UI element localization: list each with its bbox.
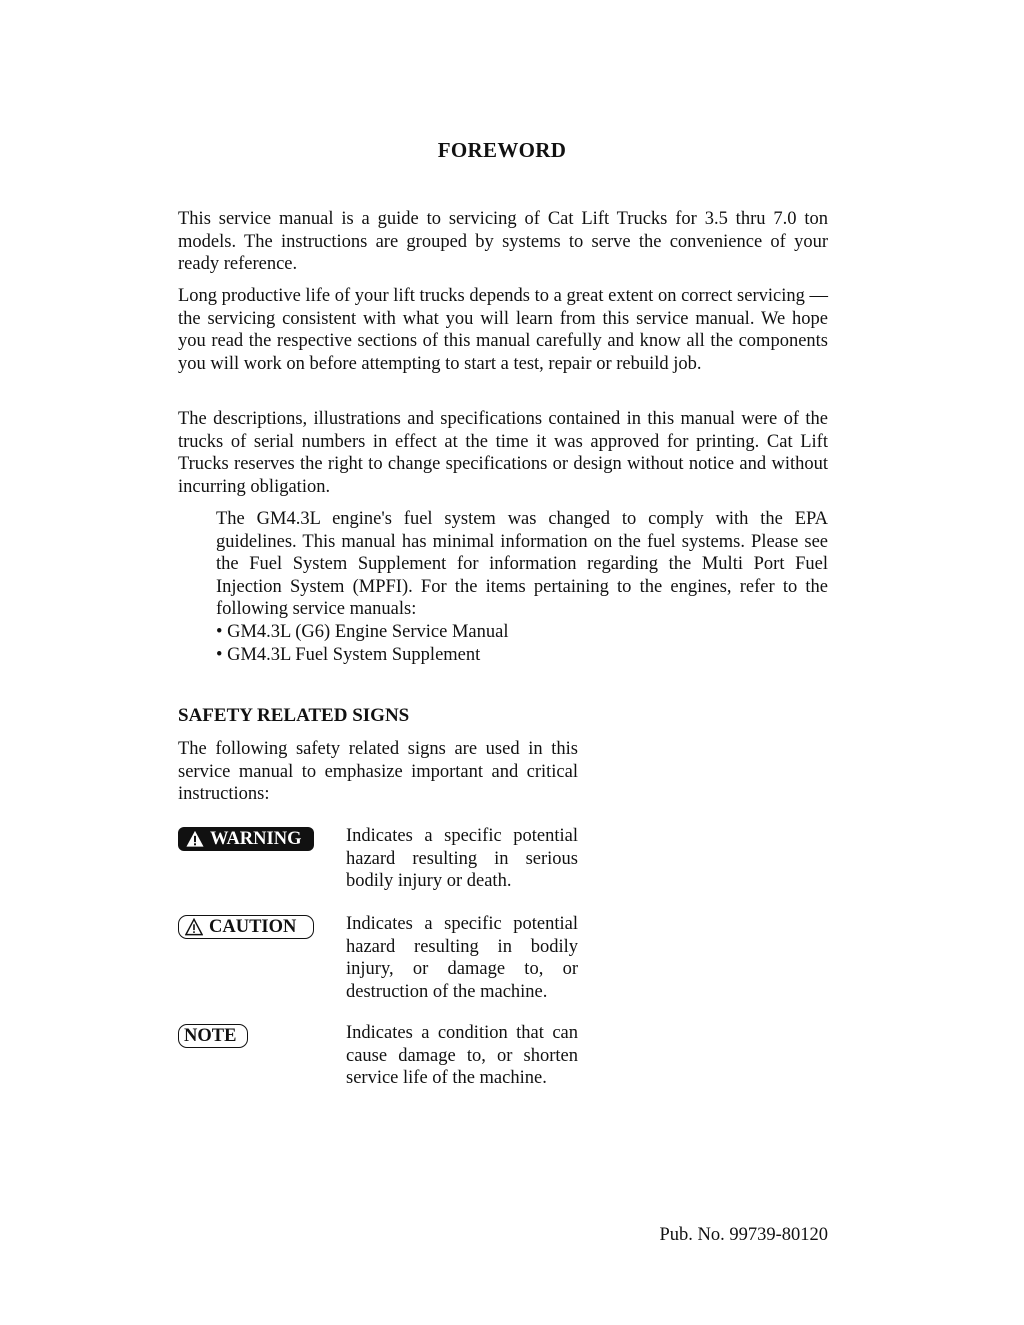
foreword-paragraph-3: The descriptions, illustrations and specifications contained in this manual were of the trucks of serial numbers in effect at the time it was approved for printing. Cat Lift Trucks reserves the right to change specifications or design without notice and without incurring obligation. bbox=[178, 409, 828, 497]
warning-badge bbox=[178, 827, 314, 851]
note-label: NOTE bbox=[184, 1025, 237, 1046]
note-description: Indicates a condition that can cause damage to, or shorten service life of the machine. bbox=[346, 1023, 578, 1089]
warning-label: WARNING bbox=[210, 828, 302, 849]
safety-heading: SAFETY RELATED SIGNS bbox=[178, 705, 410, 726]
page-title: FOREWORD bbox=[437, 138, 567, 162]
note-badge bbox=[178, 1024, 248, 1048]
warning-description: Indicates a specific potential hazard resulting in serious bodily injury or death. bbox=[346, 826, 578, 892]
warning-triangle-icon bbox=[186, 830, 204, 848]
caution-label: CAUTION bbox=[209, 916, 297, 937]
publication-number: Pub. No. 99739-80120 bbox=[659, 1225, 828, 1245]
manual-list-item: • GM4.3L (G6) Engine Service Manual bbox=[216, 621, 509, 642]
caution-description: Indicates a specific potential hazard resulting in bodily injury, or damage to, or destruction of the machine. bbox=[346, 914, 578, 1002]
engine-fuel-note-text: The GM4.3L engine's fuel system was changed to comply with the EPA guidelines. This manual has minimal information on the fuel systems. Please see the Fuel System Supplement for information regarding the Multi Port Fuel Injection System (MPFI). For the items pertaining to the engines, refer to the following service manuals: bbox=[216, 509, 828, 620]
safety-intro: The following safety related signs are used in this service manual to emphasize important and critical instructions: bbox=[178, 739, 578, 805]
foreword-paragraph-1: This service manual is a guide to servicing of Cat Lift Trucks for 3.5 thru 7.0 ton models. The instructions are grouped by systems to serve the convenience of your ready reference. bbox=[178, 209, 828, 275]
caution-badge bbox=[178, 915, 314, 939]
engine-fuel-note bbox=[216, 508, 828, 666]
caution-triangle-icon bbox=[185, 918, 203, 936]
manual-list-item: • GM4.3L Fuel System Supplement bbox=[216, 644, 481, 665]
foreword-paragraph-2: Long productive life of your lift trucks depends to a great extent on correct servicing — the servicing consistent with what you will learn from this service manual. We hope you read the respective sections of this manual carefully and know all the components you will work on before attempting to start a test, repair or rebuild job. bbox=[178, 286, 828, 374]
